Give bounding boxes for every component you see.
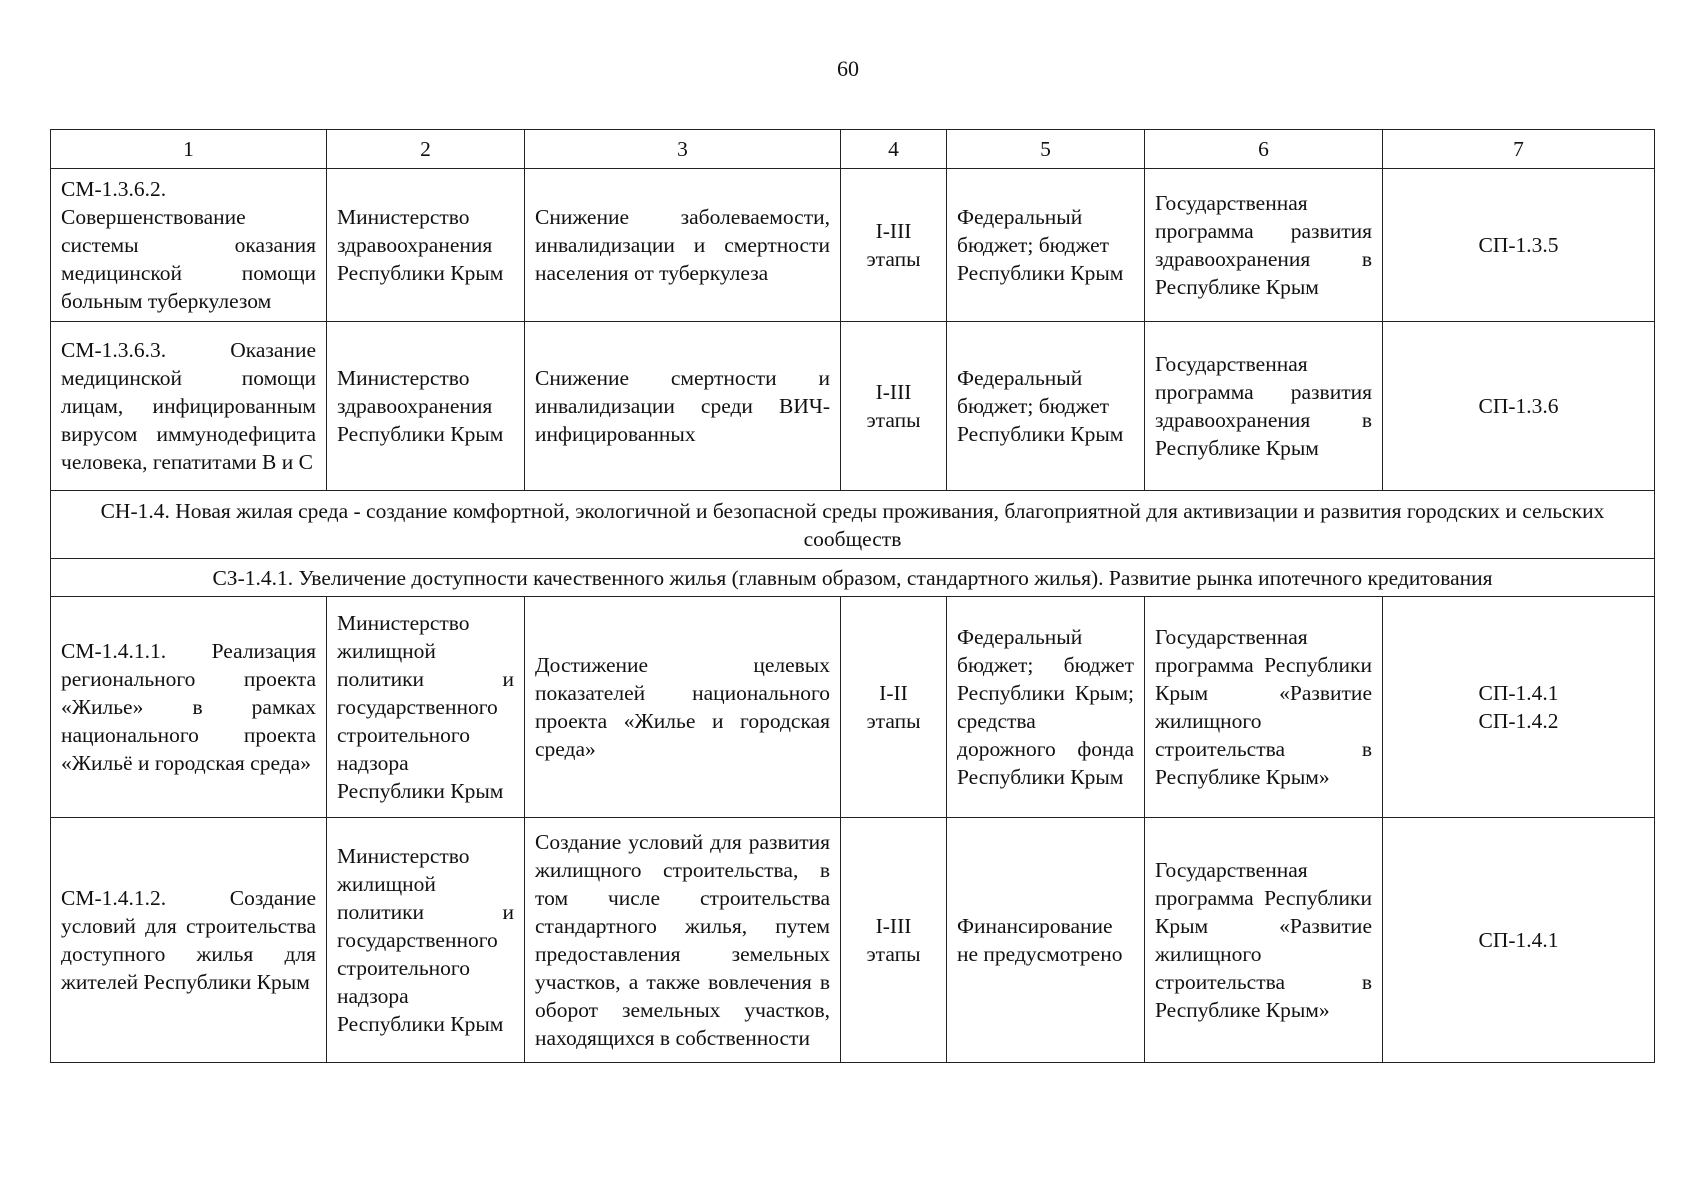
column-header: 2 xyxy=(327,130,525,169)
executor-cell: Министерство здравоохранения Республики Крым xyxy=(327,322,525,491)
result-cell: Снижение заболеваемости, инвалидизации и смертности населения от туберкулеза xyxy=(525,169,841,322)
funding-cell: Федеральный бюджет; бюджет Республики Крым xyxy=(947,322,1145,491)
section-goal-row xyxy=(51,559,1655,597)
executor-cell: Министерство жилищной политики и государственного строительного надзора Республики Крым xyxy=(327,597,525,818)
column-header: 6 xyxy=(1145,130,1383,169)
table-row xyxy=(51,322,1655,491)
code-cell xyxy=(1383,322,1655,491)
column-header: 3 xyxy=(525,130,841,169)
program-cell: Государственная программа Республики Крым «Развитие жилищного строительства в Республике Крым» xyxy=(1145,818,1383,1063)
page-number: 60 xyxy=(837,56,859,81)
header-row xyxy=(51,130,1655,169)
code-value: СП-1.4.2 xyxy=(1478,709,1559,733)
stages-cell: I-III этапы xyxy=(841,169,947,322)
program-cell: Государственная программа развития здравоохранения в Республике Крым xyxy=(1145,322,1383,491)
section-direction: СН-1.4. Новая жилая среда - создание комфортной, экологичной и безопасной среды проживания, благоприятной для активизации и развития городских и сельских сообществ xyxy=(51,491,1655,559)
measure-cell: СМ-1.4.1.1. Реализация регионального проекта «Жилье» в рамках национального проекта «Жильё и городская среда» xyxy=(51,597,327,818)
code-cell xyxy=(1383,818,1655,1063)
executor-cell: Министерство жилищной политики и государственного строительного надзора Республики Крым xyxy=(327,818,525,1063)
table-row xyxy=(51,818,1655,1063)
program-cell: Государственная программа Республики Крым «Развитие жилищного строительства в Республике Крым» xyxy=(1145,597,1383,818)
table-row xyxy=(51,597,1655,818)
measures-table xyxy=(50,129,1655,1063)
funding-cell: Финансирование не предусмотрено xyxy=(947,818,1145,1063)
column-header: 4 xyxy=(841,130,947,169)
code-value: СП-1.4.1 xyxy=(1478,928,1559,952)
funding-cell: Федеральный бюджет; бюджет Республики Крым; средства дорожного фонда Республики Крым xyxy=(947,597,1145,818)
code-value: СП-1.3.5 xyxy=(1478,233,1559,257)
column-header: 1 xyxy=(51,130,327,169)
program-cell: Государственная программа развития здравоохранения в Республике Крым xyxy=(1145,169,1383,322)
stages-cell: I-III этапы xyxy=(841,322,947,491)
section-goal: СЗ-1.4.1. Увеличение доступности качественного жилья (главным образом, стандартного жилья). Развитие рынка ипотечного кредитования xyxy=(51,559,1655,597)
measure-cell: СМ-1.3.6.3. Оказание медицинской помощи лицам, инфицированным вирусом иммунодефицита человека, гепатитами В и С xyxy=(51,322,327,491)
stages-cell: I-III этапы xyxy=(841,818,947,1063)
stages-cell: I-II этапы xyxy=(841,597,947,818)
code-cell xyxy=(1383,169,1655,322)
code-value: СП-1.4.1 xyxy=(1478,681,1559,705)
result-cell: Создание условий для развития жилищного строительства, в том числе строительства стандартного жилья, путем предоставления земельных участков, а также вовлечения в оборот земельных участков, находящихся в собственности xyxy=(525,818,841,1063)
funding-cell: Федеральный бюджет; бюджет Республики Крым xyxy=(947,169,1145,322)
measure-cell: СМ-1.3.6.2. Совершенствование системы оказания медицинской помощи больным туберкулезом xyxy=(51,169,327,322)
executor-cell: Министерство здравоохранения Республики Крым xyxy=(327,169,525,322)
column-header: 5 xyxy=(947,130,1145,169)
result-cell: Снижение смертности и инвалидизации среди ВИЧ-инфицированных xyxy=(525,322,841,491)
code-value: СП-1.3.6 xyxy=(1478,394,1559,418)
section-direction-row xyxy=(51,491,1655,559)
code-cell xyxy=(1383,597,1655,818)
result-cell: Достижение целевых показателей национального проекта «Жилье и городская среда» xyxy=(525,597,841,818)
column-header: 7 xyxy=(1383,130,1655,169)
measure-cell: СМ-1.4.1.2. Создание условий для строительства доступного жилья для жителей Республики Крым xyxy=(51,818,327,1063)
table-row xyxy=(51,169,1655,322)
